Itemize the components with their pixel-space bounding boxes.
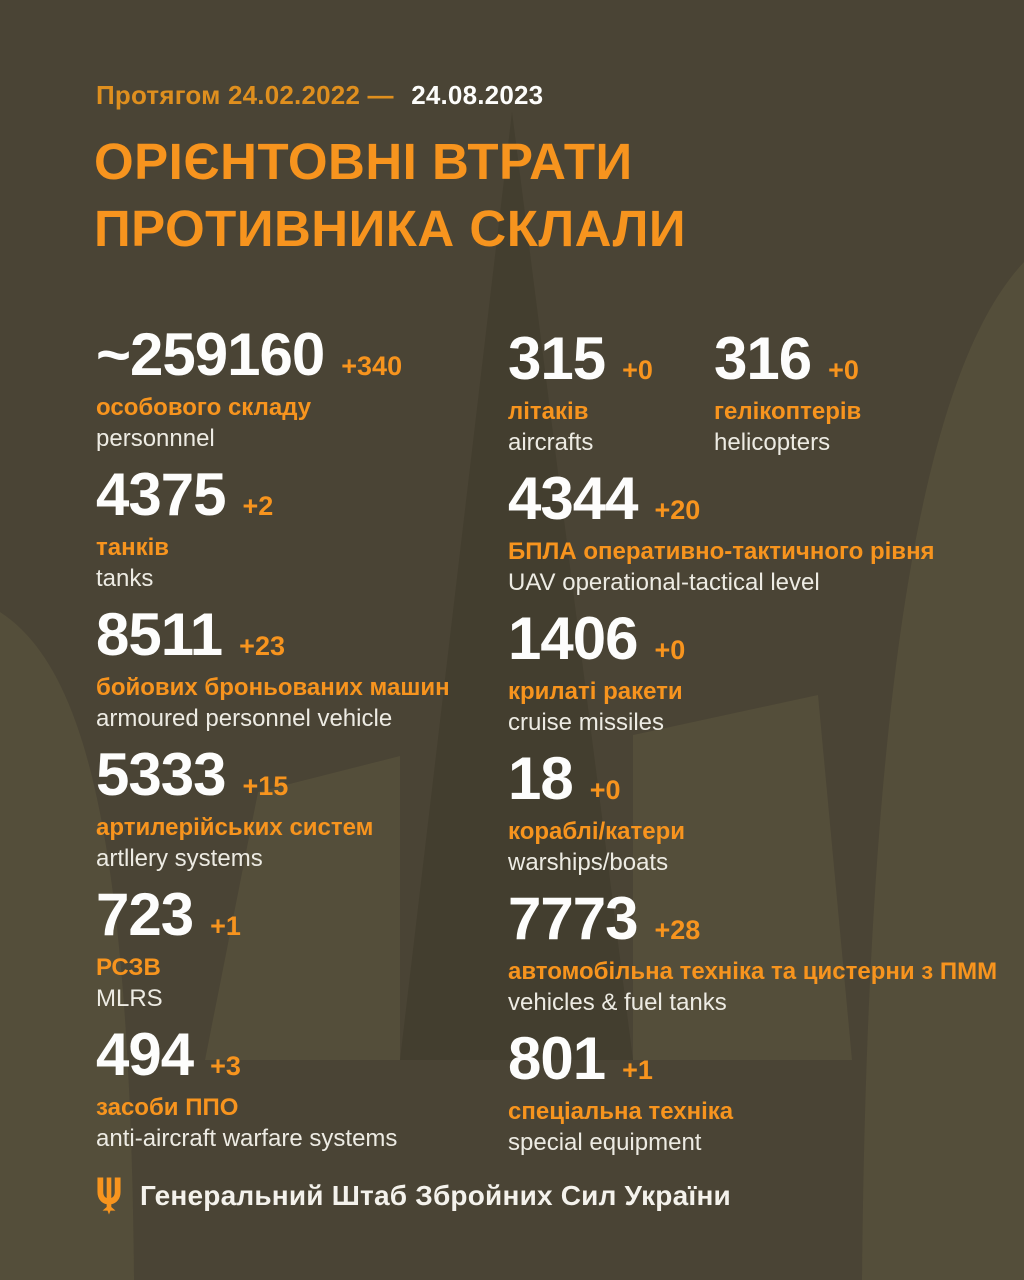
title-line-1: ОРІЄНТОВНІ ВТРАТИ — [94, 133, 633, 190]
stat-value: 7773 — [508, 885, 638, 952]
stat-personnel — [96, 321, 403, 453]
stat-label-uk: бойових броньованих машин — [96, 674, 450, 701]
stat-delta: +0 — [828, 355, 859, 385]
stat-label-en: vehicles & fuel tanks — [508, 989, 727, 1016]
stat-label-en: special equipment — [508, 1129, 702, 1156]
report-period — [96, 80, 543, 111]
stat-label-uk: артилерійських систем — [96, 814, 374, 841]
stat-value: 8511 — [96, 601, 223, 668]
stat-label-uk: БПЛА оперативно-тактичного рівня — [508, 538, 935, 565]
stat-delta: +28 — [654, 915, 701, 945]
stat-delta: +3 — [210, 1051, 241, 1081]
stat-tanks — [96, 461, 274, 593]
stat-label-uk: автомобільна техніка та цистерни з ПММ — [508, 958, 998, 985]
stat-label-uk: особового складу — [96, 394, 312, 421]
stat-label-en: personnnel — [96, 425, 215, 452]
period-end-date: 24.08.2023 — [411, 80, 544, 110]
stat-value: 315 — [508, 325, 606, 392]
stat-anti-aircraft — [96, 1021, 398, 1153]
trident-icon — [94, 1176, 124, 1216]
title-line-2: ПРОТИВНИКА СКЛАЛИ — [94, 200, 687, 257]
stat-label-en: anti-aircraft warfare systems — [96, 1125, 398, 1152]
stat-value: 4375 — [96, 461, 226, 528]
stat-label-en: cruise missiles — [508, 709, 665, 736]
stat-delta: +0 — [654, 635, 686, 665]
stat-vehicles-fuel — [508, 885, 998, 1017]
stat-label-uk: засоби ППО — [96, 1094, 239, 1121]
stat-delta: +15 — [242, 771, 289, 801]
stat-label-en: helicopters — [714, 429, 831, 456]
stat-value: 4344 — [508, 465, 638, 532]
stat-uav — [508, 465, 935, 597]
stat-value: 494 — [96, 1021, 194, 1088]
stat-aircrafts — [508, 325, 653, 457]
stat-value: 801 — [508, 1025, 606, 1092]
page-title — [94, 128, 686, 262]
stat-warships — [508, 745, 686, 877]
stat-value: 316 — [714, 325, 812, 392]
stat-delta: +1 — [622, 1055, 653, 1085]
stat-label-uk: крилаті ракети — [508, 678, 683, 705]
stat-label-uk: танків — [96, 534, 170, 561]
stat-label-en: aircrafts — [508, 429, 594, 456]
stat-label-uk: літаків — [508, 398, 589, 425]
stat-special-equipment — [508, 1025, 734, 1157]
stat-label-en: UAV operational-tactical level — [508, 569, 820, 596]
stat-delta: +340 — [341, 351, 403, 381]
stat-delta: +0 — [589, 775, 621, 805]
stat-label-en: MLRS — [96, 985, 163, 1012]
footer — [94, 1176, 731, 1216]
stat-value: 5333 — [96, 741, 226, 808]
stat-label-en: warships/boats — [508, 849, 669, 876]
period-prefix: Протягом 24.02.2022 — — [96, 80, 394, 110]
stat-label-en: tanks — [96, 565, 154, 592]
stat-value: 1406 — [508, 605, 638, 672]
stat-label-en: armoured personnel vehicle — [96, 705, 393, 732]
stat-artillery — [96, 741, 374, 873]
stat-cruise-missiles — [508, 605, 686, 737]
stat-value: ~259160 — [96, 321, 325, 388]
stat-value: 723 — [96, 881, 194, 948]
stat-mlrs — [96, 881, 241, 1013]
footer-text: Генеральний Штаб Збройних Сил України — [140, 1180, 731, 1211]
stat-delta: +2 — [242, 491, 274, 521]
stat-delta: +0 — [622, 355, 653, 385]
stat-label-uk: гелікоптерів — [714, 398, 862, 425]
stat-label-uk: спеціальна техніка — [508, 1098, 734, 1125]
stat-delta: +23 — [239, 631, 285, 661]
stat-delta: +20 — [654, 495, 701, 525]
stat-armoured-vehicles — [96, 601, 450, 733]
stat-helicopters — [714, 325, 862, 457]
stat-label-uk: РСЗВ — [96, 954, 161, 981]
stat-label-en: artllery systems — [96, 845, 263, 872]
stat-value: 18 — [508, 745, 573, 812]
stat-delta: +1 — [210, 911, 241, 941]
stat-label-uk: кораблі/катери — [508, 818, 686, 845]
